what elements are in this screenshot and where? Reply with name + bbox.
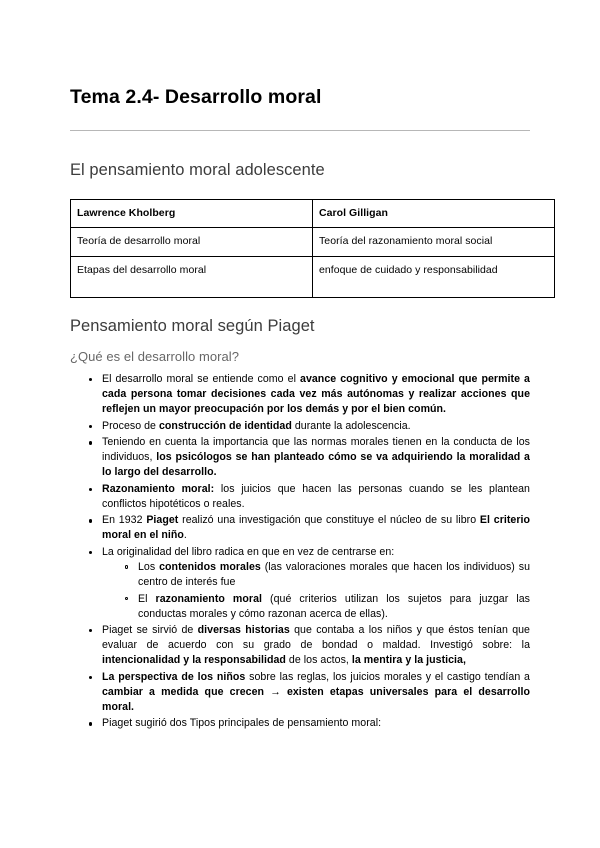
text-bold: diversas historias: [197, 624, 290, 637]
text-plain: En 1932: [102, 514, 147, 527]
text-plain: Piaget sugirió dos Tipos principales de pensamiento moral:: [102, 717, 382, 730]
text-plain: sobre las reglas, los juicios morales y el castigo tendían a: [245, 670, 530, 683]
text-bold: Razonamiento moral:: [102, 482, 215, 495]
text-bold: construcción de identidad: [158, 419, 292, 432]
question-heading-desarrollo-moral: ¿Qué es el desarrollo moral?: [70, 349, 240, 365]
title-divider: [70, 130, 530, 131]
bullet-list: [70, 372, 530, 731]
list-item: [102, 545, 530, 622]
sub-list-item: [138, 560, 530, 590]
page-title: Tema 2.4- Desarrollo moral: [70, 86, 322, 108]
text-plain: (qué criterios utilizan los sujetos para juzgar las conductas morales y cómo razonan acerca de ellas).: [138, 592, 530, 620]
text-bold: los psicólogos se han planteado cómo se va adquiriendo la moralidad a lo largo del desarrollo.: [102, 451, 530, 479]
text-plain: que contaba a los niños y que éstos tenían que evaluar de acuerdo con su grado de bondad o maldad. Investigó sobre: la: [102, 624, 530, 652]
text-plain: durante la adolescencia.: [291, 419, 411, 432]
sub-list-item: [138, 592, 530, 622]
list-item: [102, 435, 530, 480]
list-item: [102, 716, 530, 731]
list-item: [102, 372, 530, 417]
list-item: [102, 482, 530, 512]
table-row: [71, 228, 555, 257]
list-item: [102, 419, 530, 434]
text-plain: Piaget se sirvió de: [102, 624, 198, 637]
text-bold: cambiar a medida que crecen → existen etapas universales para el desarrollo moral.: [102, 685, 530, 713]
text-bold: avance cognitivo y emocional que permite a cada persona tomar decisiones cada vez más autónomas y realizar acciones que reflejen un mayor preocupación por los demás y por el bien común.: [102, 373, 530, 416]
text-bold: contenidos morales: [159, 560, 261, 573]
table-header-gilligan: Carol Gilligan: [313, 199, 555, 228]
text-bold: intencionalidad y la responsabilidad: [102, 654, 286, 667]
sub-bullet-list: [102, 560, 530, 622]
text-plain: .: [183, 529, 187, 542]
text-plain: de los actos,: [285, 654, 352, 667]
text-plain: Los: [138, 560, 160, 573]
text-plain: (las valoraciones morales que hacen los individuos) su centro de interés fue: [138, 560, 531, 588]
comparison-table: [70, 199, 555, 298]
table-row: [71, 257, 555, 298]
section-heading-pensamiento-adolescente: El pensamiento moral adolescente: [70, 161, 325, 180]
table-cell-kholberg-etapas: Etapas del desarrollo moral: [71, 257, 313, 298]
table-header-row: [71, 199, 555, 228]
text-plain: Teniendo en cuenta la importancia que las normas morales tienen en la conducta de los individuos,: [102, 436, 530, 464]
table-cell-gilligan-enfoque: enfoque de cuidado y responsabilidad: [313, 257, 555, 298]
text-bold: la mentira y la justicia,: [351, 654, 466, 667]
text-bold: El criterio moral en el niño: [102, 514, 530, 542]
text-bold: La perspectiva de los niños: [102, 670, 246, 683]
text-plain: El desarrollo moral se entiende como el: [102, 373, 301, 386]
text-plain: La originalidad del libro radica en que en vez de centrarse en:: [102, 545, 395, 558]
section-heading-piaget: Pensamiento moral según Piaget: [70, 316, 315, 335]
text-plain: realizó una investigación que constituye el núcleo de su libro: [178, 514, 480, 527]
list-item: [102, 670, 530, 715]
table-cell-kholberg-teoria: Teoría de desarrollo moral: [71, 228, 313, 257]
table-cell-gilligan-teoria: Teoría del razonamiento moral social: [313, 228, 555, 257]
text-plain: Proceso de: [102, 419, 159, 432]
text-bold: razonamiento moral: [155, 592, 262, 605]
list-item: [102, 513, 530, 543]
list-item: [102, 623, 530, 668]
text-plain: El: [138, 592, 156, 605]
text-plain: los juicios que hacen las personas cuando se les plantean conflictos hipotéticos o reales.: [102, 482, 530, 510]
table-header-kholberg: Lawrence Kholberg: [71, 199, 313, 228]
text-bold: Piaget: [146, 514, 179, 527]
